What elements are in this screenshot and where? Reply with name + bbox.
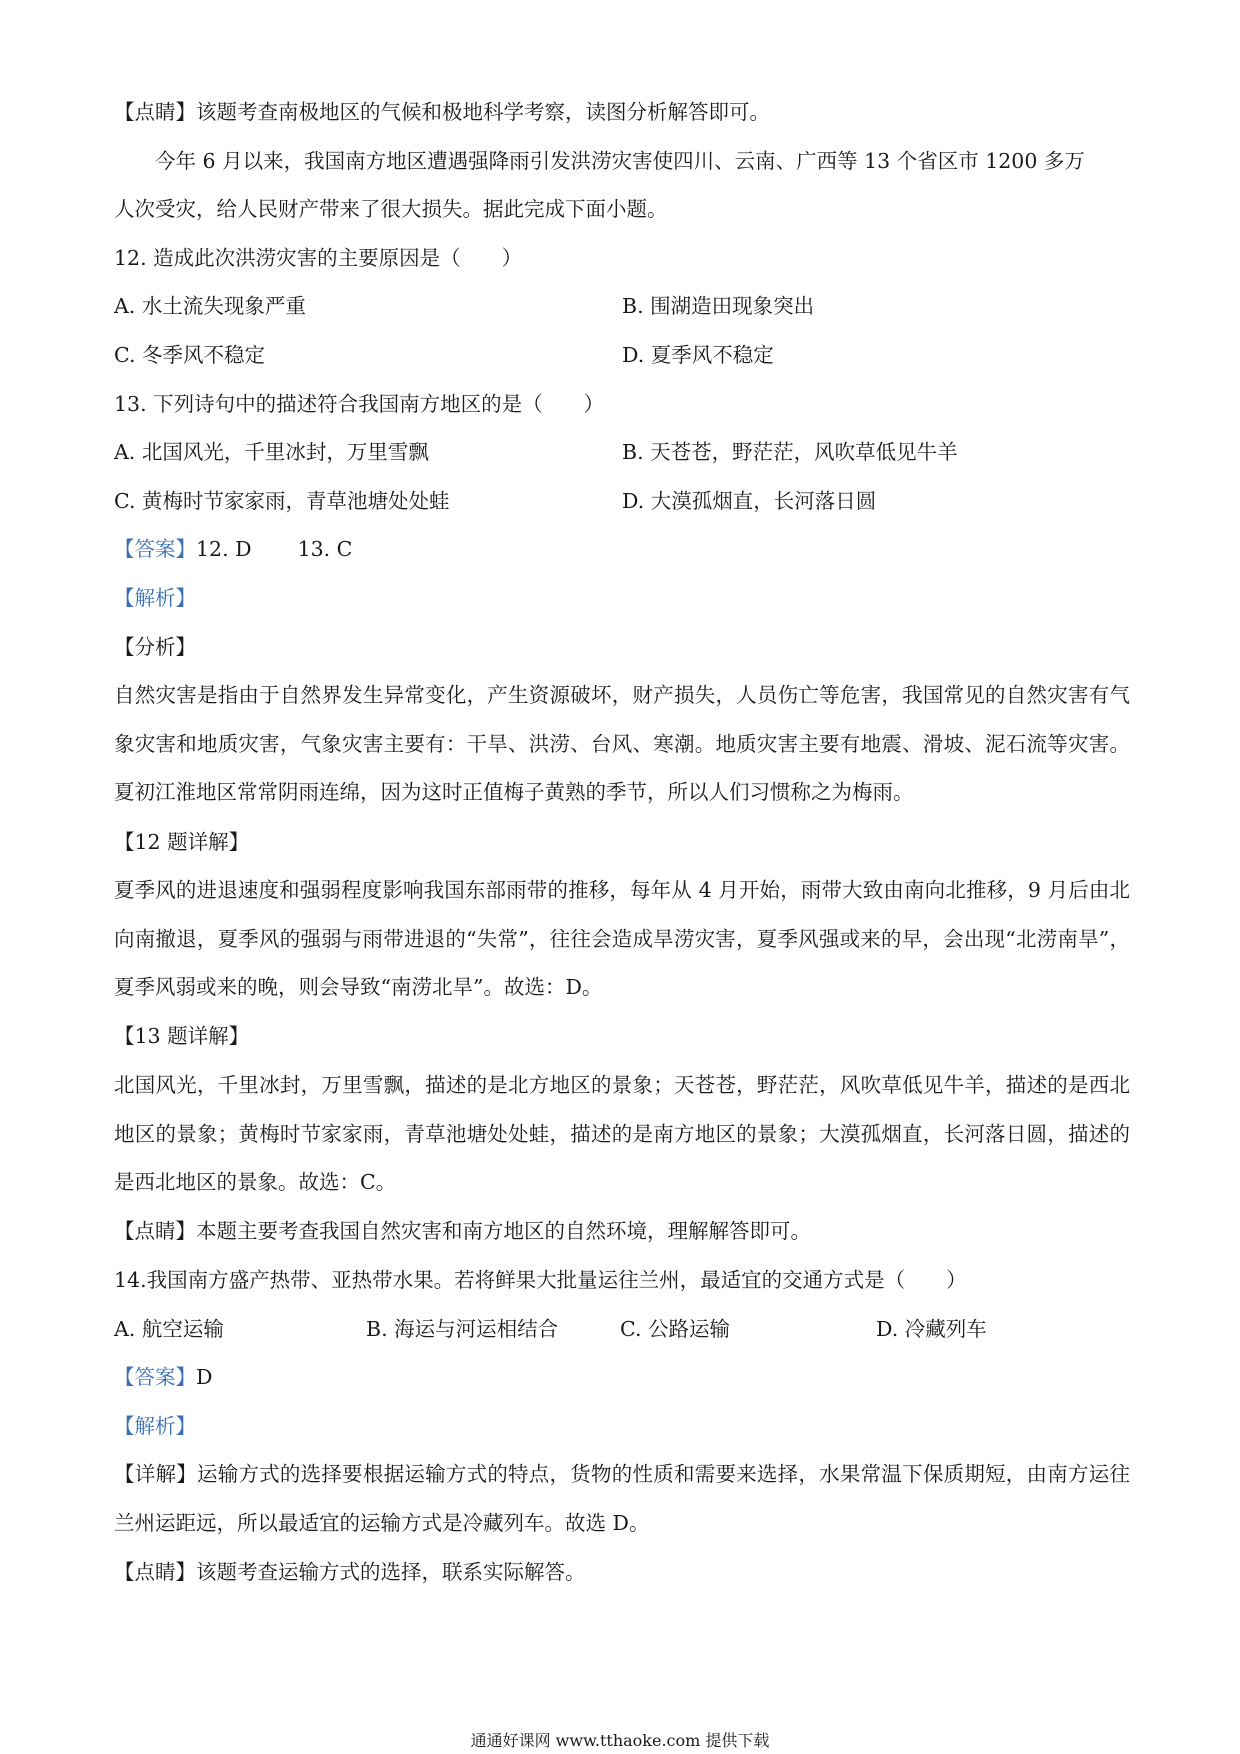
dianjing-note-1 — [114, 98, 1130, 126]
answer-14: D — [196, 1365, 213, 1390]
question-13-options-row-2 — [114, 487, 1130, 515]
intro-line-2: 人次受灾，给人民财产带来了很大损失。据此完成下面小题。 — [114, 197, 668, 222]
option-b: B. 海运与河运相结合 — [366, 1316, 559, 1341]
page-footer: 通通好课网 www.tthaoke.com 提供下载 — [470, 1731, 770, 1750]
question-14-stem: 14.我国南方盛产热带、亚热带水果。若将鲜果大批量运往兰州，最适宜的交通方式是（ ） — [114, 1268, 967, 1293]
dianjing-tag: 【点睛】 — [114, 1560, 196, 1585]
option-d: D. 大漠孤烟直，长河落日圆 — [622, 488, 877, 513]
detail-12-paragraph: 夏季风的进退速度和强弱程度影响我国东部雨带的推移，每年从 4 月开始，雨带大致由南向北推移，9 月后由北向南撤退，夏季风的强弱与雨带进退的“失常”，往往会造成旱涝灾害，夏季风强或来的早，会出现“北涝南旱”，夏季风弱或来的晚，则会导致“南涝北旱”。故选：D。 — [114, 878, 1130, 1000]
jiexi-tag-1: 【解析】 — [114, 585, 196, 610]
fenxi-paragraph: 自然灾害是指由于自然界发生异常变化，产生资源破坏，财产损失，人员伤亡等危害，我国常见的自然灾害有气象灾害和地质灾害，气象灾害主要有：干旱、洪涝、台风、寒潮。地质灾害主要有地震、滑坡、泥石流等灾害。夏初江淮地区常常阴雨连绵，因为这时正值梅子黄熟的季节，所以人们习惯称之为梅雨。 — [114, 683, 1130, 805]
option-d: D. 夏季风不稳定 — [622, 342, 774, 367]
answer-tag: 【答案】 — [114, 537, 196, 562]
option-c: C. 冬季风不稳定 — [114, 342, 265, 367]
answer-12: 12. D — [196, 537, 252, 562]
dianjing-text: 本题主要考查我国自然灾害和南方地区的自然环境，理解解答即可。 — [196, 1219, 811, 1244]
option-c: C. 黄梅时节家家雨，青草池塘处处蛙 — [114, 488, 450, 513]
option-a: A. 北国风光，千里冰封，万里雪飘 — [114, 440, 429, 465]
question-14-options-row — [114, 1315, 1130, 1343]
question-12-options-row-2 — [114, 341, 1130, 369]
option-b: B. 天苍苍，野茫茫，风吹草低见牛羊 — [622, 440, 958, 465]
answer-13: 13. C — [297, 537, 353, 562]
dianjing-text: 该题考查南极地区的气候和极地科学考察，读图分析解答即可。 — [196, 100, 770, 124]
intro-line-1: 今年 6 月以来，我国南方地区遭遇强降雨引发洪涝灾害使四川、云南、广西等 13 个省区市 1200 多万 — [155, 148, 1085, 173]
option-d: D. 冷藏列车 — [876, 1316, 987, 1341]
question-12-options-row-1 — [114, 292, 1130, 320]
answer-line-14 — [114, 1363, 1130, 1391]
dianjing-note-2 — [114, 1217, 1130, 1245]
dianjing-tag: 【点睛】 — [114, 100, 196, 124]
fenxi-heading: 【分析】 — [114, 634, 196, 659]
dianjing-tag: 【点睛】 — [114, 1219, 196, 1244]
answer-tag: 【答案】 — [114, 1365, 196, 1390]
question-13-stem: 13. 下列诗句中的描述符合我国南方地区的是（ ） — [114, 391, 605, 416]
jiexi-tag-2: 【解析】 — [114, 1413, 196, 1438]
detail-13-heading: 【13 题详解】 — [114, 1024, 250, 1049]
option-c: C. 公路运输 — [620, 1316, 730, 1341]
question-12-stem: 12. 造成此次洪涝灾害的主要原因是（ ） — [114, 245, 523, 270]
question-13-options-row-1 — [114, 438, 1130, 466]
dianjing-text: 该题考查运输方式的选择，联系实际解答。 — [196, 1560, 586, 1585]
xiangjie-text: 运输方式的选择要根据运输方式的特点，货物的性质和需要来选择，水果常温下保质期短，由南方运往兰州运距远，所以最适宜的运输方式是冷藏列车。故选 D。 — [114, 1462, 1131, 1535]
dianjing-note-3 — [114, 1558, 1130, 1586]
option-a: A. 水土流失现象严重 — [114, 294, 306, 319]
option-a: A. 航空运输 — [114, 1316, 224, 1341]
xiangjie-paragraph — [114, 1450, 1130, 1547]
detail-12-heading: 【12 题详解】 — [114, 829, 250, 854]
xiangjie-tag: 【详解】 — [114, 1462, 197, 1487]
answer-line-12-13 — [114, 535, 1130, 563]
detail-13-paragraph: 北国风光，千里冰封，万里雪飘，描述的是北方地区的景象；天苍苍，野茫茫，风吹草低见牛羊，描述的是西北地区的景象；黄梅时节家家雨，青草池塘处处蛙，描述的是南方地区的景象；大漠孤烟直，长河落日圆，描述的是西北地区的景象。故选：C。 — [114, 1073, 1130, 1195]
option-b: B. 围湖造田现象突出 — [622, 294, 815, 319]
document-page — [114, 98, 1130, 1607]
